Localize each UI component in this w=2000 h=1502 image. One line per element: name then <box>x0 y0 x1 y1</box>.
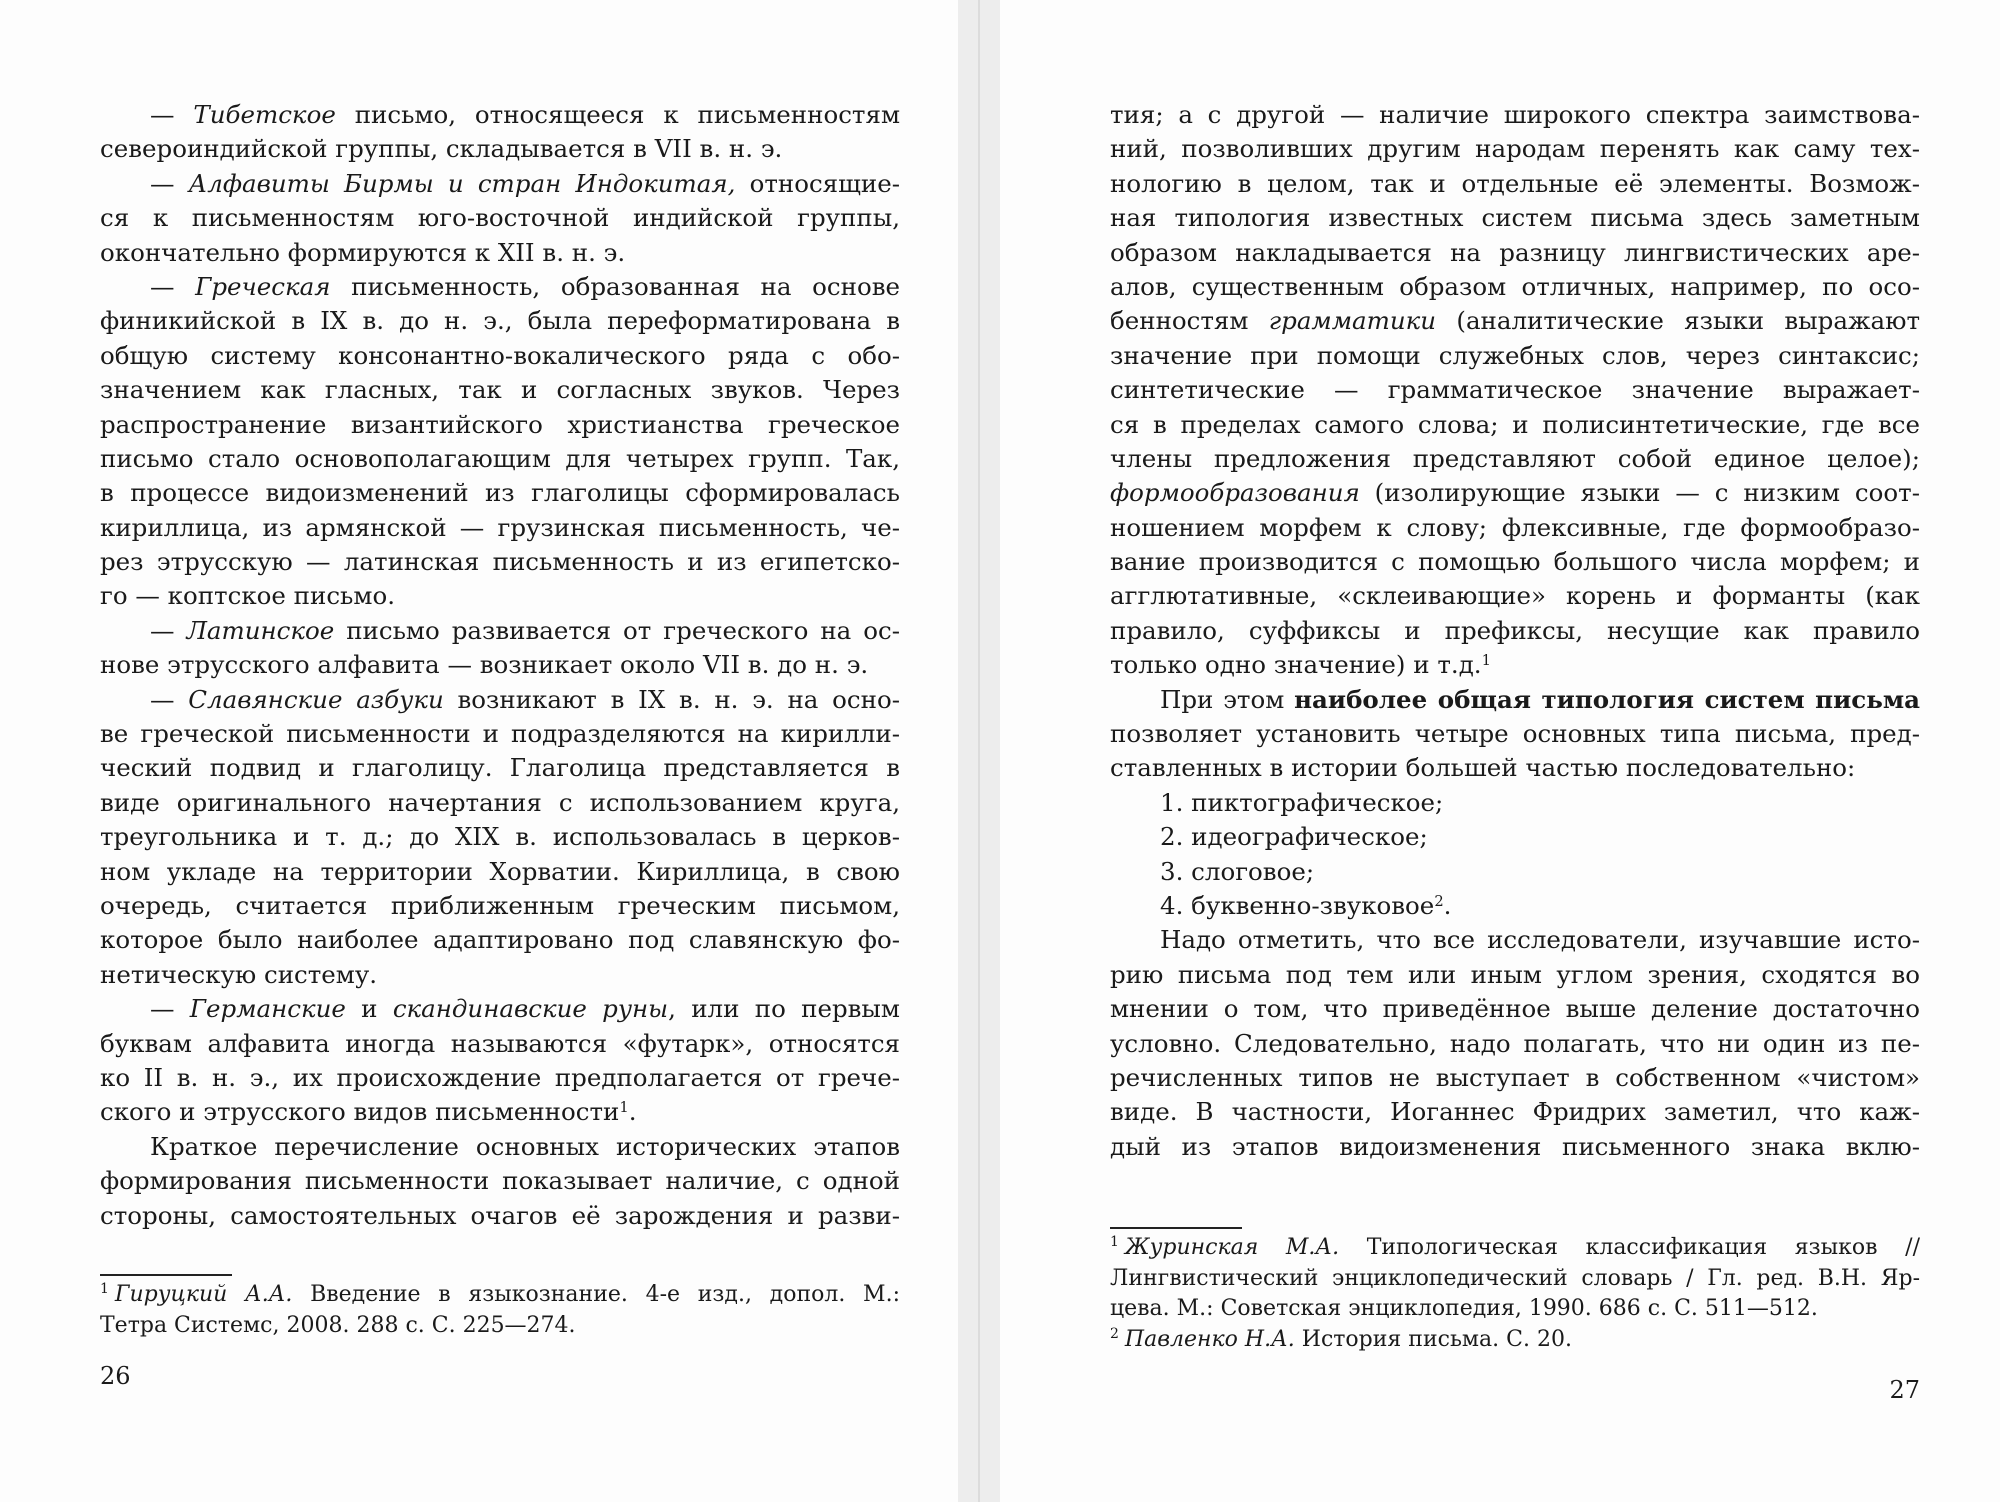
text-line <box>1110 992 1920 1026</box>
text-run: образом накладывается на разницу лингвистических аре- <box>1110 237 1920 267</box>
text-line <box>1110 476 1920 510</box>
text-run: , или по первым <box>668 994 900 1024</box>
text-run: ная типология известных систем письма здесь заметным <box>1110 203 1920 233</box>
right-page-footnotes <box>1110 1233 1920 1355</box>
text-run: Введение в языкознание. 4-е изд., допол. М.: <box>292 1282 900 1307</box>
text-line <box>1110 1027 1920 1061</box>
text-run: очередь, считается приближенным греческим письмом, <box>100 890 900 920</box>
text-run: — <box>150 615 187 645</box>
text-run: — <box>150 994 190 1024</box>
text-line <box>100 1130 900 1164</box>
text-line <box>100 786 900 820</box>
text-line <box>1110 167 1920 201</box>
text-line <box>100 545 900 579</box>
right-page-body <box>1110 98 1920 1164</box>
italic-text: Германские <box>189 994 346 1024</box>
text-run: нологию в целом, так и отдельные её элементы. Возмож- <box>1110 168 1920 198</box>
text-line <box>1110 786 1920 820</box>
text-line <box>1110 270 1920 304</box>
italic-text: Гируцкий А.А. <box>114 1282 293 1307</box>
text-line <box>1110 201 1920 235</box>
text-line <box>100 339 900 373</box>
footnote-marker: 1 <box>1110 1234 1119 1251</box>
italic-text: Славянские азбуки <box>188 684 444 714</box>
text-line <box>100 270 900 304</box>
text-run: ве греческой письменности и подразделяются на кирилли- <box>100 719 900 749</box>
text-run: мнении о том, что приведённое выше деление достаточно <box>1110 994 1920 1024</box>
text-run: нове этрусского алфавита — возникает около VII в. до н. э. <box>100 650 869 680</box>
text-line <box>100 1311 900 1342</box>
italic-text: Журинская М.А. <box>1124 1235 1340 1260</box>
left-page-body <box>100 98 900 1233</box>
text-run: относящие- <box>735 168 901 198</box>
text-line <box>100 1199 900 1233</box>
page-number: 27 <box>1889 1376 1920 1404</box>
text-run: дый из этапов видоизменения письменного знака вклю- <box>1110 1131 1920 1161</box>
text-line <box>1110 373 1920 407</box>
text-line <box>100 1027 900 1061</box>
footnote-marker: 2 <box>1434 892 1444 910</box>
bold-text: наиболее общая типология систем письма <box>1294 684 1920 714</box>
text-run: правило, суффиксы и префиксы, несущие как правило <box>1110 615 1920 645</box>
text-run: письмо, относящееся к письменностям <box>335 100 901 129</box>
text-line <box>100 683 900 717</box>
text-run: — <box>150 684 189 714</box>
text-line <box>100 958 900 992</box>
text-run: тия; а с другой — наличие широкого спектра заимствова- <box>1110 100 1920 129</box>
text-run: ко II в. н. э., их происхождение предполагается от грече- <box>100 1062 900 1092</box>
text-line <box>1110 545 1920 579</box>
text-run: условно. Следовательно, надо полагать, что ни один из пе- <box>1110 1028 1920 1058</box>
text-line <box>1110 717 1920 751</box>
text-line <box>100 889 900 923</box>
text-run: в процессе видоизменений из глаголицы сформировалась <box>100 478 900 508</box>
text-line <box>1110 1095 1920 1129</box>
text-run: алов, существенным образом отличных, например, по осо- <box>1110 271 1920 301</box>
text-line <box>100 132 900 166</box>
left-page <box>0 0 958 1502</box>
text-run: Надо отметить, что все исследователи, изучавшие исто- <box>1160 925 1920 955</box>
text-line <box>100 1164 900 1198</box>
text-run: письмо стало основополагающим для четырех групп. Так, <box>100 443 900 473</box>
text-line <box>100 579 900 613</box>
italic-text: Греческая <box>195 271 331 301</box>
italic-text: Павленко Н.А. <box>1124 1326 1295 1352</box>
text-run: значение при помощи служебных слов, через синтаксис; <box>1110 340 1920 370</box>
footnote-marker: 1 <box>1481 652 1491 670</box>
text-line <box>1110 820 1920 854</box>
text-line <box>1110 442 1920 476</box>
text-line <box>1110 1325 1920 1356</box>
text-run: ношением морфем к слову; флексивные, где формообразо- <box>1110 512 1920 542</box>
text-line <box>100 236 900 270</box>
text-run: Тетра Системс, 2008. 288 с. С. 225—274. <box>100 1312 576 1338</box>
text-run: Лингвистический энциклопедический словарь / Гл. ред. В.Н. Яр- <box>1110 1265 1920 1291</box>
italic-text: Тибетское <box>193 100 336 129</box>
italic-text: Алфавиты Бирмы и стран Индокитая, <box>188 168 736 198</box>
text-run: 4. буквенно-звуковое <box>1160 890 1435 920</box>
text-run: вание производится с помощью большого числа морфем; и <box>1110 547 1920 577</box>
text-run: треугольника и т. д.; до XIX в. использовалась в церков- <box>100 822 900 852</box>
text-run: (изолирующие языки — с низким соот- <box>1359 478 1920 508</box>
text-line <box>100 648 900 682</box>
text-line <box>1110 683 1920 717</box>
text-run: 3. слоговое; <box>1160 856 1315 886</box>
text-line <box>100 408 900 442</box>
text-run: общую систему консонантно-вокалического ряда с обо- <box>100 340 900 370</box>
italic-text: формообразования <box>1110 478 1360 508</box>
text-run: — <box>150 271 196 301</box>
text-line <box>1110 1061 1920 1095</box>
text-line <box>1110 923 1920 957</box>
text-line <box>100 1095 900 1129</box>
text-line <box>100 614 900 648</box>
text-run: стороны, самостоятельных очагов её зарождения и разви- <box>100 1200 900 1230</box>
text-line <box>100 201 900 235</box>
text-run: бенностям <box>1110 306 1269 336</box>
text-line <box>100 751 900 785</box>
text-line <box>1110 579 1920 613</box>
footnote <box>100 1280 900 1341</box>
text-run: окончательно формируются к XII в. н. э. <box>100 237 626 267</box>
text-line <box>1110 855 1920 889</box>
text-run: североиндийской группы, складывается в VII в. н. э. <box>100 134 783 164</box>
text-line <box>1110 1294 1920 1325</box>
text-run: ний, позволивших другим народам перенять как саму тех- <box>1110 134 1920 164</box>
book-gutter <box>958 0 1000 1502</box>
text-line <box>1110 339 1920 373</box>
text-line <box>1110 751 1920 785</box>
text-line <box>1110 408 1920 442</box>
text-line <box>100 992 900 1026</box>
text-run: 1. пиктографическое; <box>1160 787 1444 817</box>
text-run: При этом <box>1160 684 1295 714</box>
text-run: и <box>345 994 393 1024</box>
text-line <box>1110 1233 1920 1264</box>
text-run: члены предложения представляют собой единое целое); <box>1110 443 1920 473</box>
text-run: цева. М.: Советская энциклопедия, 1990. 686 с. С. 511—512. <box>1110 1296 1818 1321</box>
text-line <box>1110 648 1920 682</box>
text-line <box>100 304 900 338</box>
text-run: История письма. С. 20. <box>1294 1326 1572 1352</box>
text-run: буквам алфавита иногда называются «футарк», относятся <box>100 1028 900 1058</box>
text-run: возникают в IX в. н. э. на осно- <box>443 684 900 714</box>
footnote-marker: 2 <box>1110 1325 1119 1342</box>
text-run: рию письма под тем или иным углом зрения, сходятся во <box>1110 959 1920 989</box>
text-run: ном укладе на территории Хорватии. Кириллица, в свою <box>100 856 900 886</box>
text-run: (аналитические языки выражают <box>1436 306 1920 336</box>
text-run: значением как гласных, так и согласных звуков. Через <box>100 375 900 405</box>
text-run: которое было наиболее адаптировано под славянскую фо- <box>100 925 900 955</box>
text-run: ся к письменностям юго-восточной индийской группы, <box>100 203 900 233</box>
italic-text: Латинское <box>186 615 335 645</box>
text-line <box>1110 236 1920 270</box>
text-run: финикийской в IX в. до н. э., была переформатирована в <box>100 306 900 336</box>
text-run: ся в пределах самого слова; и полисинтетические, где все <box>1110 409 1920 439</box>
text-run: нетическую систему. <box>100 959 378 989</box>
text-line <box>100 855 900 889</box>
text-line <box>1110 132 1920 166</box>
text-line <box>100 511 900 545</box>
text-line <box>100 167 900 201</box>
text-run: речисленных типов не выступает в собственном «чистом» <box>1110 1062 1920 1092</box>
text-run: агглютативные, «склеивающие» корень и форманты (как <box>1110 581 1920 611</box>
text-line <box>1110 304 1920 338</box>
text-run: письменность, образованная на основе <box>330 271 900 301</box>
text-run: . <box>1443 890 1452 920</box>
text-line <box>100 476 900 510</box>
text-run: только одно значение) и т.д. <box>1110 650 1482 680</box>
text-run: — <box>150 168 189 198</box>
footnote <box>1110 1233 1920 1325</box>
text-line <box>1110 958 1920 992</box>
text-run: письмо развивается от греческого на ос- <box>334 615 900 645</box>
text-run: ческий подвид и глаголицу. Глаголица представляется в <box>100 753 900 783</box>
text-line <box>1110 511 1920 545</box>
text-line <box>100 717 900 751</box>
text-run: кириллица, из армянской — грузинская письменность, че- <box>100 512 900 542</box>
text-run: Типологическая классификация языков // <box>1339 1235 1921 1260</box>
text-run: 2. идеографическое; <box>1160 822 1428 852</box>
text-line <box>100 923 900 957</box>
text-line <box>1110 1264 1920 1295</box>
right-page <box>1000 0 2000 1502</box>
text-line <box>100 373 900 407</box>
text-run: виде. В частности, Иоганнес Фридрих заметил, что каж- <box>1110 1097 1920 1127</box>
text-run: ставленных в истории большей частью последовательно: <box>1110 753 1856 783</box>
footnote-marker: 1 <box>100 1281 109 1298</box>
text-run: виде оригинального начертания с использованием круга, <box>100 787 900 817</box>
text-line <box>100 442 900 476</box>
text-line <box>1110 614 1920 648</box>
text-line <box>1110 98 1920 132</box>
text-run: . <box>628 1097 637 1127</box>
text-run: формирования письменности показывает наличие, с одной <box>100 1166 900 1196</box>
text-line <box>100 1061 900 1095</box>
text-run: ского и этрусского видов письменности <box>100 1097 620 1127</box>
text-run: синтетические — грамматическое значение выражает- <box>1110 375 1920 405</box>
text-run: Краткое перечисление основных исторических этапов <box>150 1131 900 1161</box>
text-run: распространение византийского христианства греческое <box>100 409 900 439</box>
footnote <box>1110 1325 1920 1356</box>
left-page-footnotes <box>100 1280 900 1341</box>
footnote-separator <box>100 1274 232 1276</box>
text-line <box>1110 889 1920 923</box>
text-line <box>100 820 900 854</box>
text-line <box>100 1280 900 1311</box>
italic-text: грамматики <box>1268 306 1437 336</box>
text-run: позволяет установить четыре основных типа письма, пред- <box>1110 719 1920 749</box>
footnote-marker: 1 <box>619 1099 629 1117</box>
page-number: 26 <box>100 1362 131 1390</box>
text-line <box>1110 1130 1920 1164</box>
footnote-separator <box>1110 1227 1242 1229</box>
text-line <box>100 98 900 132</box>
italic-text: скандинавские руны <box>392 994 669 1024</box>
text-run: го — коптское письмо. <box>100 581 395 611</box>
text-run: рез этрусскую — латинская письменность и из египетско- <box>100 547 900 577</box>
text-run: — <box>150 100 194 129</box>
